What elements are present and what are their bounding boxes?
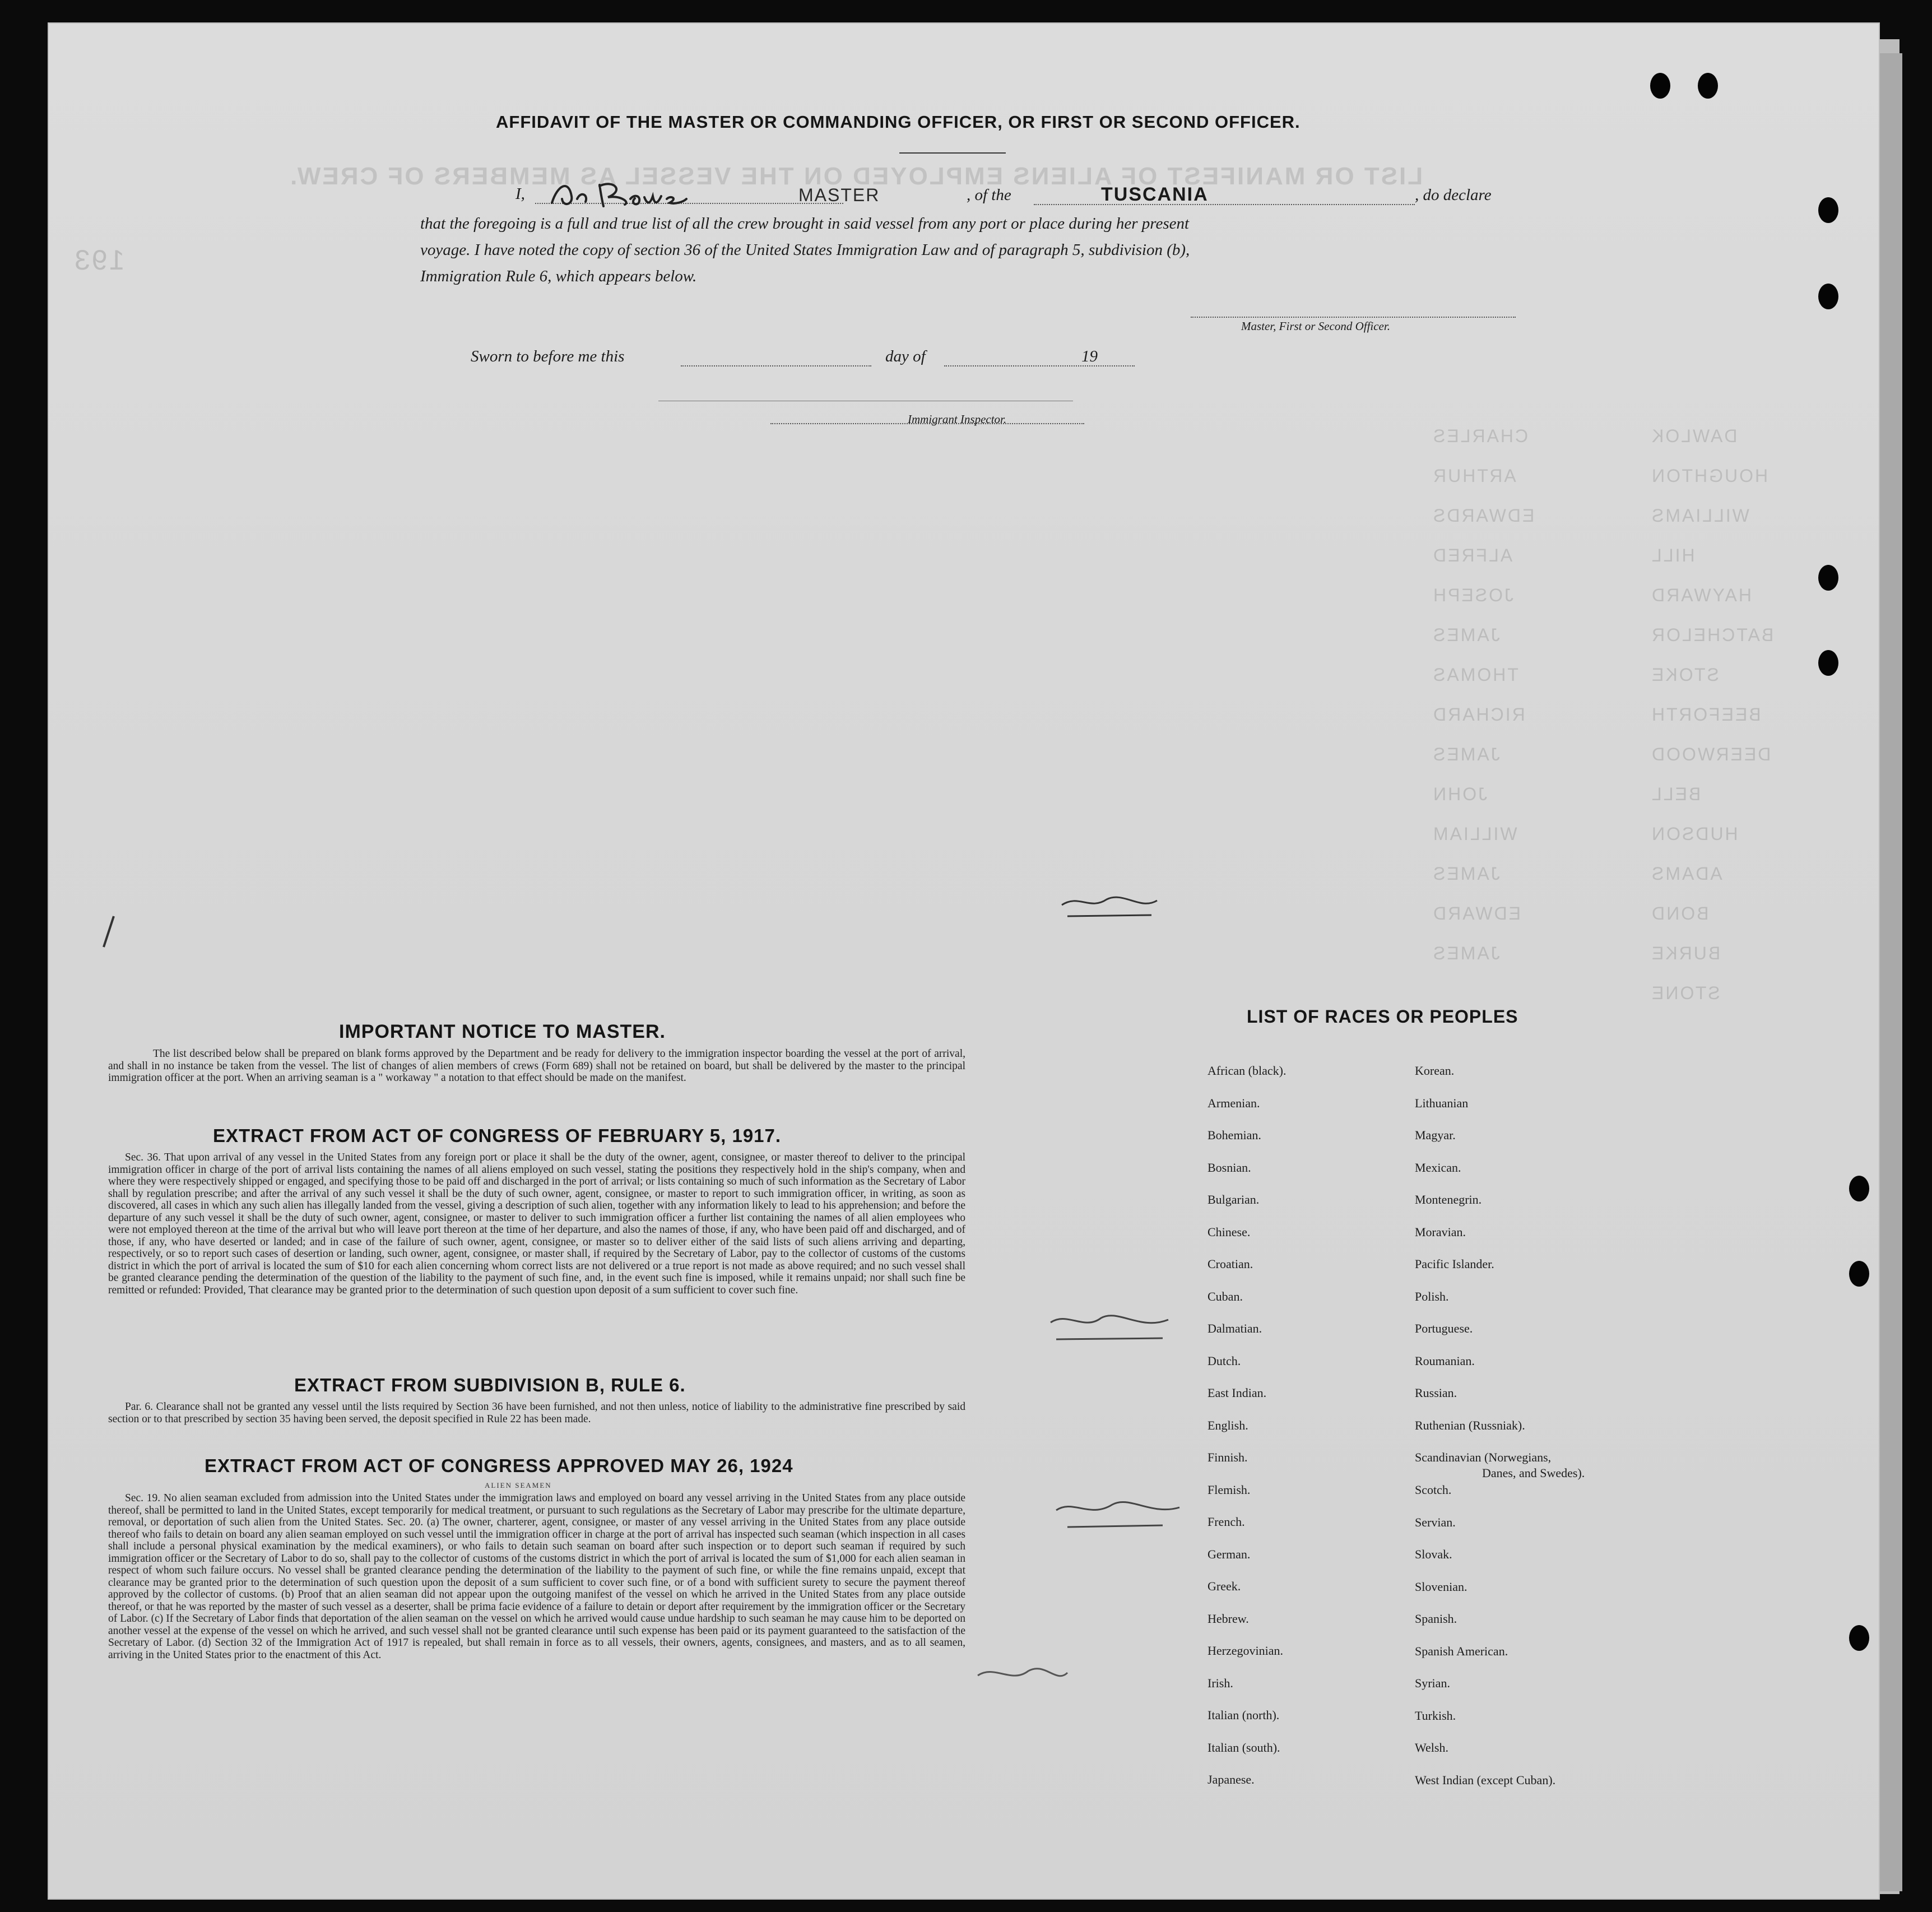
bleed-firstname: EDWARD [1432, 903, 1521, 923]
margin-stamp-2 [1045, 1306, 1179, 1356]
bleed-surname: DEERWOOD [1650, 744, 1771, 764]
race-item: Slovenian. [1415, 1579, 1467, 1594]
bleed-firstname: JAMES [1432, 744, 1500, 764]
race-item: Dutch. [1208, 1353, 1241, 1368]
notice-body: The list described below shall be prepared on blank forms approved by the Department and be ready for delivery to the immigration inspector boarding the vessel at the port of arrival, and shall in no instance be taken from the vessel. The list of changes of alien members of crews (Form 689) shall not be retained on board, but shall be delivered by the master to the principal immigration officer at the port. When an arriving seaman is a " workaway " a notation to that effect should be made on the manifest. [108, 1048, 965, 1084]
race-item: Japanese. [1208, 1772, 1255, 1786]
bleed-surname: HUDSON [1650, 824, 1738, 844]
race-item: Turkish. [1415, 1708, 1456, 1723]
race-item: Irish. [1208, 1676, 1233, 1690]
race-item: Italian (north). [1208, 1708, 1280, 1722]
bleed-firstname: JAMES [1432, 625, 1500, 645]
bleed-through-page-number: 193 [73, 244, 125, 276]
title-underline [899, 152, 1006, 154]
bleed-surname: DAWLOK [1650, 426, 1738, 446]
do-declare-text: , do declare [1415, 186, 1492, 204]
race-item: Montenegrin. [1415, 1192, 1482, 1206]
sworn-day-line [681, 365, 871, 366]
officer-caption: Master, First or Second Officer. [1241, 319, 1390, 333]
race-item: Polish. [1415, 1289, 1449, 1303]
bleed-firstname: JAMES [1432, 943, 1500, 963]
inspector-caption: Immigrant Inspector. [908, 412, 1007, 426]
punch-hole-right-6 [1849, 1261, 1869, 1287]
race-item: Mexican. [1415, 1160, 1461, 1175]
affidavit-line-1: that the foregoing is a full and true list of all the crew brought in said vessel from any port or place during her present [420, 215, 1190, 233]
bleed-firstname: RICHARD [1432, 704, 1525, 725]
vessel-name: TUSCANIA [1101, 184, 1209, 205]
punch-hole-top-1 [1650, 73, 1670, 99]
extract-rule6-title: EXTRACT FROM SUBDIVISION B, RULE 6. [294, 1375, 686, 1395]
bleed-firstname: EDWARDS [1432, 505, 1535, 526]
race-item: West Indian (except Cuban). [1415, 1772, 1556, 1787]
bleed-surname: HILL [1650, 545, 1695, 565]
race-item: Flemish. [1208, 1482, 1251, 1497]
race-item: Ruthenian (Russniak). [1415, 1418, 1525, 1432]
race-item: Syrian. [1415, 1676, 1450, 1690]
race-item: Greek. [1208, 1579, 1241, 1593]
bleed-surname: STOKE [1650, 665, 1719, 685]
under-sheet-edge-2 [1880, 53, 1902, 1891]
bleed-through-header: LIST OR MANIFEST OF ALIENS EMPLOYED ON THE VESSEL AS MEMBERS OF CREW. [289, 163, 1423, 190]
bleed-firstname: JOHN [1432, 784, 1488, 804]
race-item: Slovak. [1415, 1547, 1452, 1561]
race-item: Bulgarian. [1208, 1192, 1260, 1206]
affidavit-line-2: voyage. I have noted the copy of section 36 of the United States Immigration Law and of paragraph 5, subdivision (b), [420, 241, 1190, 259]
race-item: Danes, and Swedes). [1482, 1466, 1585, 1480]
race-item: Roumanian. [1415, 1353, 1475, 1368]
bleed-surname: STONE [1650, 983, 1720, 1003]
race-item: Portuguese. [1415, 1321, 1473, 1335]
punch-hole-right-5 [1849, 1176, 1869, 1201]
race-item: English. [1208, 1418, 1248, 1432]
race-item: East Indian. [1208, 1386, 1267, 1400]
bleed-surname: BELL [1650, 784, 1701, 804]
extract-rule6-body: Par. 6. Clearance shall not be granted any vessel until the lists required by Section 36 have been furnished, and not then unless, notice of liability to the administrative fine prescribed by said section or to that prescribed by section 35 having been served, the deposit specified in Rule 22 has been made. [108, 1401, 965, 1425]
race-item: French. [1208, 1515, 1245, 1529]
sworn-month-line [944, 365, 1135, 366]
race-item: Hebrew. [1208, 1611, 1249, 1626]
vessel-line [1034, 204, 1415, 205]
punch-hole-right-4 [1818, 650, 1838, 676]
of-the-text: , of the [967, 186, 1011, 204]
bleed-firstname: JAMES [1432, 864, 1500, 884]
race-item: Italian (south). [1208, 1740, 1280, 1755]
race-item: Bohemian. [1208, 1128, 1261, 1142]
extract-1924-body: Sec. 19. No alien seaman excluded from admission into the United States under the immigration laws and employed on board any vessel arriving in the United States from any place outside thereof, shall be permitted to land in the United States, except temporarily for medical treatment, or pursuant to such regulations as the Secretary of Labor may prescribe for the ultimate departure, removal, or deportation of such alien from the United States. Sec. 20. (a) The owner, charterer, agent, consignee, or master of any vessel arriving in the United States from any place outside thereof who fails to detain on board any alien seaman employed on such vessel until the immigration officer in charge at the port of arrival has inspected such seaman (which inspection in all cases shall include a personal physical examination by the medical examiners), or who fails to detain such seaman on board after such inspection or to deport such seaman if required by such immigration officer or the Secretary of Labor to do so, shall pay to the collector of customs of the customs district in which the port of arrival is located the sum of $1,000 for each alien seaman in respect of whom such failure occurs. No vessel shall be granted clearance pending the determination of the liability to the payment of such fine, or while the fine remains unpaid, except that clearance may be granted prior to the determination of such question upon the deposit of a sum sufficient to cover such fine, or of a bond with sufficient surety to secure the payment thereof approved by the collector of customs. (b) Proof that an alien seaman did not appear upon the outgoing manifest of the vessel on which he arrived in the United States from any place outside thereof, or that he was reported by the master of such vessel as a deserter, shall be prima facie evidence of a failure to detain or deport after requirement by the immigration officer or the Secretary of Labor. (c) If the Secretary of Labor finds that deportation of the alien seaman on the vessel on which he arrived would cause undue hardship to such seaman he may cause him to be deported on another vessel at the expense of the vessel on which he arrived, and such vessel shall not be granted clearance until such expense has been paid or its payment guaranteed to the satisfaction of the Secretary of Labor. (d) Section 32 of the Immigration Act of 1917 is repealed, but shall remain in force as to all vessels, their owners, agents, consignees, and masters, and as to all seamen, arriving in the United States prior to the enactment of this Act. [108, 1492, 965, 1661]
race-item: African (black). [1208, 1064, 1287, 1078]
race-item: Armenian. [1208, 1096, 1260, 1110]
bleed-firstname: WILLIAM [1432, 824, 1517, 844]
punch-hole-top-2 [1698, 73, 1718, 99]
extract-1917-title: EXTRACT FROM ACT OF CONGRESS OF FEBRUARY 5, 1917. [213, 1125, 782, 1146]
race-item: Korean. [1415, 1064, 1455, 1078]
sworn-text: Sworn to before me this [471, 347, 625, 365]
officer-signature-line [1191, 317, 1516, 318]
bleed-surname: BURKE [1650, 943, 1721, 963]
races-title: LIST OF RACES OR PEOPLES [1247, 1006, 1518, 1027]
race-item: Dalmatian. [1208, 1321, 1262, 1335]
punch-hole-right-7 [1849, 1625, 1869, 1651]
master-signature [546, 174, 698, 213]
race-item: Scandinavian (Norwegians, [1415, 1450, 1552, 1464]
race-item: Pacific Islander. [1415, 1257, 1494, 1271]
bleed-firstname: JOSEPH [1432, 585, 1514, 605]
affidavit-i: I, [515, 185, 525, 203]
race-item: Croatian. [1208, 1257, 1253, 1271]
extract-1917-body: Sec. 36. That upon arrival of any vessel in the United States from any foreign port or place it shall be the duty of the owner, agent, consignee, or master thereof to deliver to the principal immigration officer in charge of the port of arrival lists containing the names of all aliens employed on such vessel, stating the positions they respectively hold in the ship's company, when and where they were respectively shipped or engaged, and specifying those to be paid off and discharged in the port of arrival; or lists containing so much of such information as the Secretary of Labor shall by regulation prescribe; and after the arrival of any such vessel it shall be the duty of such owner, agent, consignee, or master to report to such immigration officer, in writing, as soon as discovered, all cases in which any such alien has illegally landed from the vessel, giving a description of such alien, together with any information likely to lead to his apprehension; and before the departure of any such vessel it shall be the duty of such owner, agent, consignee, or master to deliver to such immigration officer a further list containing the names of all alien employees who were not employed thereon at the time of the arrival but who will leave port thereon at the time of her departure, and also the names of those, if any, who have been paid off and discharged, and of those, if any, who have deserted or landed; and in case of the failure of such owner, agent, consignee, or master so to deliver either of the said lists of such aliens arriving and departing, respectively, or so to report such cases of desertion or landing, such owner, agent, consignee, or master shall, if required by the Secretary of Labor, pay to the collector of customs of the customs district in which the port of arrival is located the sum of $10 for each alien concerning whom correct lists are not delivered or a true report is not made as above required; and no such vessel shall be granted clearance pending the determination of the question of the liability to the payment of such fine, and, in the event such fine is imposed, while it remains unpaid; nor shall such fine be remitted or refunded: Provided, That clearance may be granted prior to the determination of such question upon deposit of a sum sufficient to cover such fine. [108, 1152, 965, 1296]
affidavit-line-3: Immigration Rule 6, which appears below. [420, 267, 697, 285]
race-item: Bosnian. [1208, 1160, 1251, 1175]
bleed-surname: ADAMS [1650, 864, 1722, 884]
punch-hole-right-2 [1818, 284, 1838, 309]
margin-stamp-4 [972, 1659, 1073, 1698]
race-item: Spanish American. [1415, 1644, 1508, 1658]
race-item: German. [1208, 1547, 1251, 1561]
race-item: Scotch. [1415, 1483, 1452, 1497]
race-item: Servian. [1415, 1515, 1456, 1529]
race-item: Herzegovinian. [1208, 1644, 1283, 1658]
bleed-firstname: ALFRED [1432, 545, 1513, 565]
notice-title: IMPORTANT NOTICE TO MASTER. [339, 1021, 666, 1042]
margin-stamp-1 [1056, 888, 1163, 927]
bleed-firstname: CHARLES [1432, 426, 1529, 446]
margin-stamp-3 [1051, 1491, 1185, 1541]
pencil-mark [97, 913, 119, 953]
race-item: Welsh. [1415, 1741, 1448, 1755]
affidavit-title: AFFIDAVIT OF THE MASTER OR COMMANDING OFFICER, OR FIRST OR SECOND OFFICER. [496, 112, 1301, 132]
day-of-text: day of [885, 347, 926, 365]
race-item: Russian. [1415, 1386, 1457, 1400]
year-text: 19 [1081, 347, 1098, 365]
bleed-surname: HAYWARD [1650, 585, 1752, 605]
extract-1924-subtitle: ALIEN SEAMEN [485, 1481, 552, 1489]
race-item: Chinese. [1208, 1224, 1251, 1239]
master-word: MASTER [798, 185, 880, 205]
bleed-firstname: THOMAS [1432, 665, 1518, 685]
bleed-surname: BOND [1650, 903, 1709, 923]
bleed-surname: BEEFORTH [1650, 704, 1761, 725]
race-item: Finnish. [1208, 1450, 1248, 1464]
bleed-firstname: ARTHUR [1432, 466, 1516, 486]
race-item: Spanish. [1415, 1612, 1457, 1626]
race-item: Moravian. [1415, 1224, 1466, 1239]
bleed-surname: HOUGHTON [1650, 466, 1768, 486]
race-item: Lithuanian [1415, 1096, 1469, 1110]
race-item: Cuban. [1208, 1289, 1243, 1303]
punch-hole-right-1 [1818, 197, 1838, 223]
bleed-surname: BATCHELOR [1650, 625, 1774, 645]
extract-1924-title: EXTRACT FROM ACT OF CONGRESS APPROVED MAY 26, 1924 [205, 1455, 793, 1476]
race-item: Magyar. [1415, 1128, 1456, 1142]
bleed-surname: WILLIAMS [1650, 505, 1749, 526]
punch-hole-right-3 [1818, 565, 1838, 591]
document-page [48, 22, 1880, 1900]
